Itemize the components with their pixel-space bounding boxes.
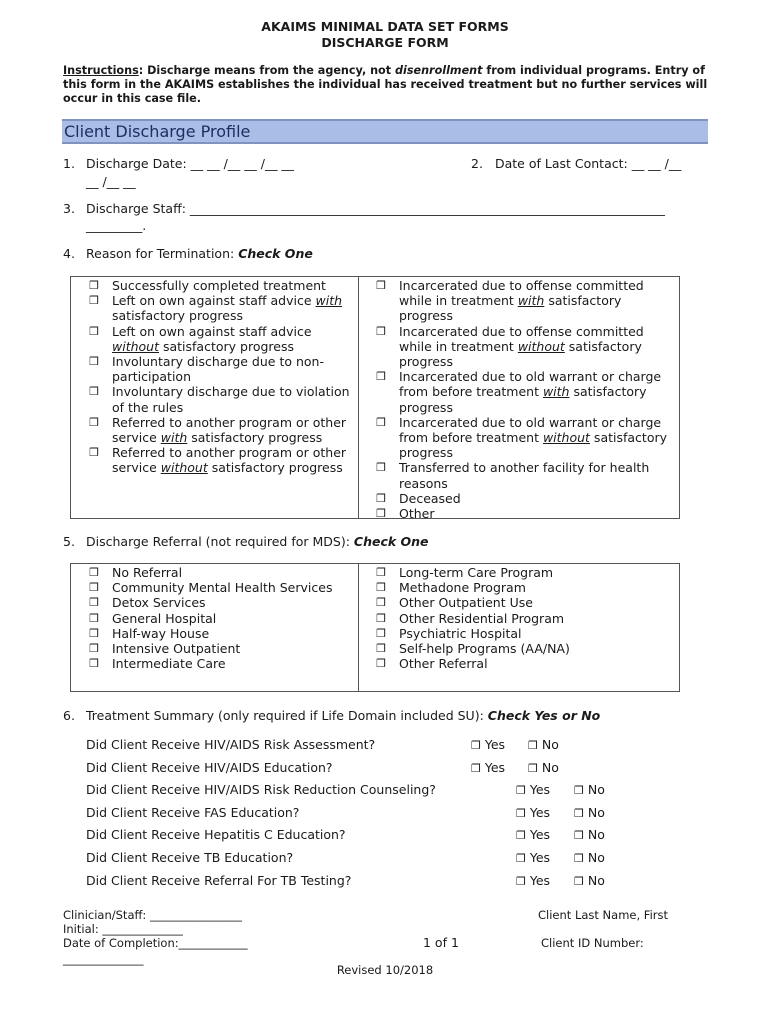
checkbox-icon[interactable]: ❒ (471, 762, 481, 775)
checkbox-icon[interactable]: ❒ (574, 852, 584, 865)
checkbox-icon[interactable]: ❒ (89, 566, 99, 579)
checkbox-icon[interactable]: ❒ (376, 324, 386, 338)
option-label: Other Referral (399, 656, 488, 672)
summary-no-option-5[interactable] (574, 850, 605, 865)
option-label: Incarcerated due to offense committed while in treatment (399, 323, 644, 354)
client-id-label: Client ID Number: (541, 936, 644, 950)
termination-right-column (374, 278, 674, 521)
checkbox-icon[interactable]: ❒ (89, 355, 99, 369)
option-emphasis: without (517, 338, 565, 354)
termination-check-one: Check One (238, 246, 313, 261)
referral-option-right-0[interactable] (374, 565, 674, 580)
option-emphasis: without (542, 430, 590, 446)
field-4-number: 4. (63, 246, 75, 261)
option-label: Methadone Program (399, 580, 526, 596)
summary-question-3: Did Client Receive FAS Education? (86, 805, 300, 820)
checkbox-icon[interactable]: ❒ (376, 626, 386, 640)
checkbox-icon[interactable]: ❒ (89, 279, 99, 292)
termination-label: Reason for Termination: (86, 246, 239, 261)
instructions-text-1: : Discharge means from the agency, not (138, 64, 395, 77)
checkbox-icon[interactable]: ❒ (516, 875, 526, 888)
field-1-number: 1. (63, 156, 75, 171)
checkbox-icon[interactable]: ❒ (89, 415, 99, 429)
discharge-date-field-wrap[interactable]: __ /__ __ (86, 174, 136, 189)
summary-question-5: Did Client Receive TB Education? (86, 850, 294, 865)
field-3-number: 3. (63, 201, 75, 216)
option-label: Other (399, 506, 435, 522)
option-label: Other Outpatient Use (399, 595, 533, 611)
yes-label: Yes (529, 873, 551, 888)
option-emphasis: with (160, 430, 188, 446)
checkbox-icon[interactable]: ❒ (376, 642, 386, 656)
option-label: Incarcerated due to old warrant or charge from before treatment (399, 414, 662, 446)
termination-option-right-2[interactable] (374, 369, 674, 415)
checkbox-icon[interactable]: ❒ (89, 324, 99, 338)
clinician-staff-field[interactable]: Clinician/Staff: ________________ (63, 908, 242, 922)
initial-field[interactable]: Initial: ______________ (63, 922, 183, 936)
termination-option-right-6[interactable] (374, 506, 674, 521)
termination-option-right-4[interactable] (374, 460, 674, 490)
option-label: satisfactory progress (399, 384, 647, 415)
page-number (423, 935, 459, 950)
checkbox-icon[interactable]: ❒ (376, 566, 386, 579)
summary-question-4: Did Client Receive Hepatitis C Education? (86, 827, 346, 842)
no-label: No (587, 805, 605, 820)
summary-question-1: Did Client Receive HIV/AIDS Education? (86, 760, 333, 775)
termination-option-left-2[interactable] (87, 324, 353, 354)
option-label: Incarcerated due to old warrant or charge from before treatment (399, 369, 662, 400)
referral-option-right-2[interactable] (374, 595, 674, 610)
checkbox-icon[interactable]: ❒ (89, 657, 99, 671)
checkbox-icon[interactable]: ❒ (89, 596, 99, 610)
option-label: Left on own against staff advice (112, 323, 312, 339)
checkbox-icon[interactable]: ❒ (89, 385, 99, 399)
option-emphasis: with (517, 293, 545, 309)
option-label: Self-help Programs (AA/NA) (399, 641, 570, 657)
option-label: Left on own against staff advice (112, 293, 316, 309)
option-label: satisfactory progress (399, 430, 668, 461)
checkbox-icon[interactable]: ❒ (528, 762, 538, 775)
checkbox-icon[interactable]: ❒ (376, 581, 386, 595)
summary-no-option-1[interactable] (528, 760, 559, 775)
option-label: satisfactory progress (399, 338, 642, 370)
termination-options-box (70, 276, 680, 522)
option-label: Detox Services (112, 595, 206, 611)
option-label: Deceased (399, 490, 461, 506)
date-of-completion-field-wrap[interactable]: ______________ (63, 952, 144, 966)
field-6-number: 6. (63, 708, 75, 723)
summary-yes-option-5[interactable] (516, 850, 550, 865)
checkbox-icon[interactable]: ❒ (89, 611, 99, 625)
option-emphasis: with (315, 293, 343, 309)
option-label: Half-way House (112, 625, 210, 641)
checkbox-icon[interactable]: ❒ (376, 491, 386, 505)
option-label: Transferred to another facility for health reasons (399, 460, 650, 491)
checkbox-icon[interactable]: ❒ (376, 370, 386, 384)
option-label: Intermediate Care (112, 656, 226, 672)
option-label: Referred to another program or other service (112, 414, 347, 446)
checkbox-icon[interactable]: ❒ (376, 611, 386, 625)
option-label: Intensive Outpatient (112, 641, 241, 657)
summary-check-yes-no: Check Yes or No (487, 708, 601, 723)
option-label: Long-term Care Program (399, 565, 554, 580)
checkbox-icon[interactable]: ❒ (516, 829, 526, 842)
checkbox-icon[interactable]: ❒ (516, 852, 526, 865)
summary-question-0: Did Client Receive HIV/AIDS Risk Assessment? (86, 737, 376, 752)
checkbox-icon[interactable]: ❒ (516, 807, 526, 820)
termination-option-left-6[interactable] (87, 445, 353, 475)
checkbox-icon[interactable]: ❒ (528, 739, 538, 752)
checkbox-icon[interactable]: ❒ (89, 626, 99, 640)
checkbox-icon[interactable]: ❒ (89, 294, 99, 308)
no-label: No (541, 760, 559, 775)
referral-option-left-0[interactable] (87, 565, 353, 580)
referral-heading (86, 534, 429, 549)
form-subtitle: DISCHARGE FORM (321, 35, 449, 50)
checkbox-icon[interactable]: ❒ (574, 784, 584, 797)
option-label: General Hospital (112, 610, 217, 626)
revision-date: Revised 10/2018 (336, 963, 434, 977)
checkbox-icon[interactable]: ❒ (516, 784, 526, 797)
page-total: 1 (450, 935, 459, 950)
option-label: satisfactory progress (112, 308, 244, 324)
option-label: satisfactory progress (399, 293, 622, 324)
referral-left-column (87, 565, 353, 671)
referral-option-right-3[interactable] (374, 611, 674, 626)
referral-label: Discharge Referral (not required for MDS): (86, 534, 354, 549)
option-label: satisfactory progress (187, 430, 323, 446)
referral-option-left-2[interactable] (87, 595, 353, 610)
discharge-date-field[interactable]: Discharge Date: __ __ /__ __ /__ __ (86, 156, 294, 171)
no-label: No (587, 827, 605, 842)
summary-label: Treatment Summary (only required if Life Domain included SU): (86, 708, 488, 723)
no-label: No (587, 850, 605, 865)
termination-option-right-3[interactable] (374, 415, 674, 461)
date-of-completion-field[interactable]: Date of Completion:____________ (63, 936, 248, 950)
discharge-staff-field[interactable]: Discharge Staff: ____________________________________________________________________________ (86, 201, 665, 216)
summary-no-option-0[interactable] (528, 737, 559, 752)
checkbox-icon[interactable]: ❒ (376, 596, 386, 610)
instructions-label: Instructions (63, 64, 139, 77)
instructions-emphasis: disenrollment (395, 64, 483, 77)
option-emphasis: without (160, 460, 208, 476)
form-title: AKAIMS MINIMAL DATA SET FORMS (261, 19, 509, 34)
termination-option-right-5[interactable] (374, 491, 674, 506)
checkbox-icon[interactable]: ❒ (574, 829, 584, 842)
checkbox-icon[interactable]: ❒ (89, 446, 99, 460)
option-label: Incarcerated due to offense committed while in treatment (399, 278, 644, 309)
page-of-label: 1 of (423, 935, 447, 950)
checkbox-icon[interactable]: ❒ (574, 875, 584, 888)
option-label: satisfactory progress (159, 338, 294, 354)
referral-option-left-4[interactable] (87, 626, 353, 641)
option-label: Referred to another program or other service (112, 445, 347, 476)
no-label: No (587, 782, 605, 797)
checkbox-icon[interactable]: ❒ (89, 581, 99, 595)
checkbox-icon[interactable]: ❒ (574, 807, 584, 820)
termination-heading (86, 246, 313, 261)
option-label: Other Residential Program (399, 610, 565, 626)
option-label: Community Mental Health Services (112, 580, 333, 596)
field-5-number: 5. (63, 534, 75, 549)
summary-yes-option-6[interactable] (516, 873, 550, 888)
section-title: Client Discharge Profile (62, 119, 708, 144)
no-label: No (541, 737, 559, 752)
termination-option-right-0[interactable] (374, 278, 674, 324)
checkbox-icon[interactable]: ❒ (89, 642, 99, 656)
referral-option-left-1[interactable] (87, 580, 353, 595)
referral-option-left-5[interactable] (87, 641, 353, 656)
termination-left-column (87, 278, 353, 476)
yes-label: Yes (484, 737, 506, 752)
summary-question-6: Did Client Receive Referral For TB Testing? (86, 873, 352, 888)
summary-no-option-2[interactable] (574, 782, 605, 797)
summary-heading (86, 708, 600, 723)
termination-option-right-1[interactable] (374, 324, 674, 370)
termination-option-left-0[interactable] (87, 278, 353, 293)
option-emphasis: with (542, 384, 570, 400)
termination-option-left-1[interactable] (87, 293, 353, 323)
summary-yes-option-4[interactable] (516, 827, 550, 842)
referral-option-left-3[interactable] (87, 611, 353, 626)
field-2-number: 2. (471, 156, 483, 171)
referral-option-right-5[interactable] (374, 641, 674, 656)
no-label: No (587, 873, 605, 888)
summary-no-option-3[interactable] (574, 805, 605, 820)
checkbox-icon[interactable]: ❒ (376, 461, 386, 475)
checkbox-icon[interactable]: ❒ (376, 279, 386, 292)
instructions-text-2: from individual programs. Entry of this form in the AKAIMS establishes the individual has received treatment but no further services will occur in this case file. (63, 64, 708, 105)
referral-right-column (374, 565, 674, 671)
checkbox-icon[interactable]: ❒ (376, 415, 386, 429)
referral-option-right-4[interactable] (374, 626, 674, 641)
yes-label: Yes (529, 805, 551, 820)
termination-option-left-5[interactable] (87, 415, 353, 445)
referral-option-right-6[interactable] (374, 656, 674, 671)
yes-label: Yes (484, 760, 506, 775)
option-label: satisfactory progress (207, 460, 343, 476)
summary-yes-option-1[interactable] (471, 760, 505, 775)
option-label: Involuntary discharge due to violation of the rules (112, 384, 350, 415)
checkbox-icon[interactable]: ❒ (471, 739, 481, 752)
summary-question-2: Did Client Receive HIV/AIDS Risk Reduction Counseling? (86, 782, 436, 797)
option-label: Successfully completed treatment (112, 278, 326, 293)
discharge-staff-field-wrap[interactable]: _________. (86, 218, 147, 233)
yes-label: Yes (529, 850, 551, 865)
summary-yes-option-2[interactable] (516, 782, 550, 797)
termination-option-left-4[interactable] (87, 384, 353, 414)
option-label: Involuntary discharge due to non-participation (112, 354, 324, 385)
option-label: No Referral (112, 565, 183, 580)
yes-label: Yes (529, 827, 551, 842)
referral-check-one: Check One (353, 534, 429, 549)
checkbox-icon[interactable]: ❒ (376, 657, 386, 671)
termination-option-left-3[interactable] (87, 354, 353, 384)
option-emphasis: without (112, 338, 159, 354)
referral-options-box (70, 563, 680, 692)
instructions (63, 64, 713, 106)
yes-label: Yes (529, 782, 551, 797)
referral-option-right-1[interactable] (374, 580, 674, 595)
summary-yes-option-3[interactable] (516, 805, 550, 820)
option-label: Psychiatric Hospital (399, 625, 522, 641)
summary-no-option-6[interactable] (574, 873, 605, 888)
last-contact-date-field[interactable]: Date of Last Contact: __ __ /__ (495, 156, 682, 171)
checkbox-icon[interactable]: ❒ (376, 507, 386, 521)
summary-no-option-4[interactable] (574, 827, 605, 842)
summary-yes-option-0[interactable] (471, 737, 505, 752)
client-name-label: Client Last Name, First (538, 908, 668, 922)
referral-option-left-6[interactable] (87, 656, 353, 671)
